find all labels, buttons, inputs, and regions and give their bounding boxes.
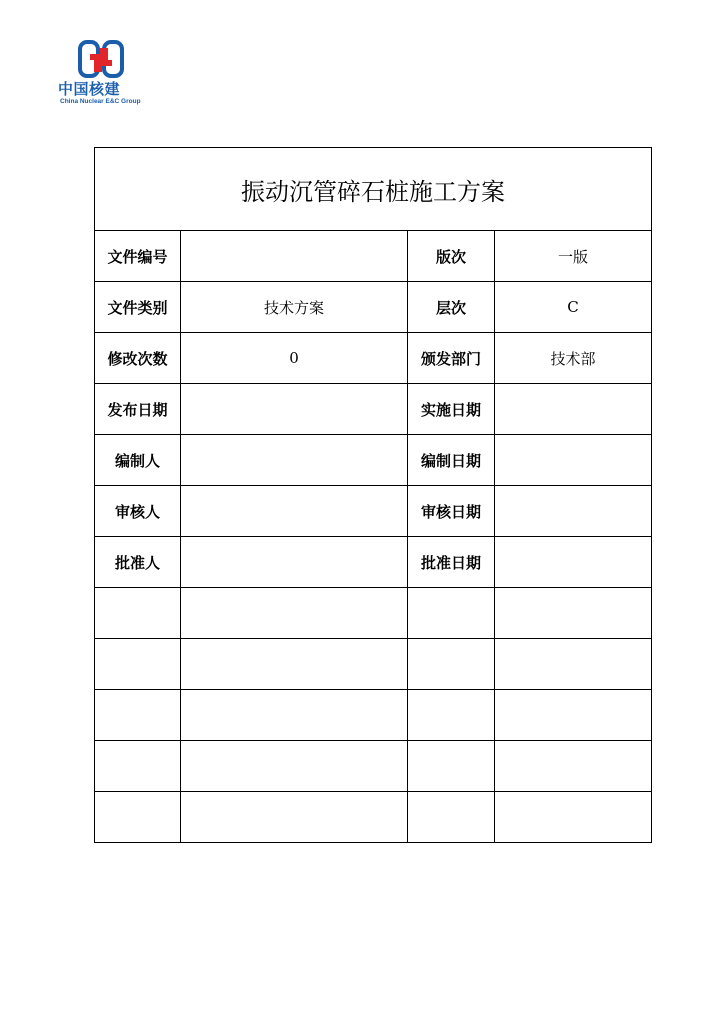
table-row (95, 435, 652, 486)
empty-cell (495, 639, 652, 690)
empty-cell (408, 690, 495, 741)
empty-row (95, 639, 652, 690)
label-revision-count: 修改次数 (95, 333, 181, 384)
value-author (181, 435, 408, 486)
title-row (95, 148, 652, 231)
empty-row (95, 588, 652, 639)
empty-cell (181, 690, 408, 741)
empty-cell (408, 588, 495, 639)
empty-cell (95, 741, 181, 792)
value-doc-number (181, 231, 408, 282)
label-release-date: 发布日期 (95, 384, 181, 435)
empty-row (95, 690, 652, 741)
document-cover-table (94, 147, 652, 843)
label-author-date: 编制日期 (408, 435, 495, 486)
empty-cell (95, 588, 181, 639)
value-level: C (495, 282, 652, 333)
table-row (95, 231, 652, 282)
table-row (95, 384, 652, 435)
empty-cell (495, 588, 652, 639)
logo-name-cn: 中国核建 (58, 80, 121, 98)
label-issuing-dept: 颁发部门 (408, 333, 495, 384)
label-doc-number: 文件编号 (95, 231, 181, 282)
document-title: 振动沉管碎石桩施工方案 (95, 148, 652, 231)
value-approver (181, 537, 408, 588)
empty-cell (95, 792, 181, 843)
value-approval-date (495, 537, 652, 588)
label-level: 层次 (408, 282, 495, 333)
label-approval-date: 批准日期 (408, 537, 495, 588)
value-doc-category: 技术方案 (181, 282, 408, 333)
company-logo (58, 40, 148, 112)
value-revision-count: 0 (181, 333, 408, 384)
empty-cell (408, 639, 495, 690)
label-effective-date: 实施日期 (408, 384, 495, 435)
label-approver: 批准人 (95, 537, 181, 588)
table-row (95, 486, 652, 537)
table-row (95, 537, 652, 588)
empty-cell (495, 741, 652, 792)
empty-cell (495, 792, 652, 843)
empty-cell (181, 741, 408, 792)
empty-cell (95, 690, 181, 741)
value-author-date (495, 435, 652, 486)
table-row (95, 333, 652, 384)
value-issuing-dept: 技术部 (495, 333, 652, 384)
empty-cell (95, 639, 181, 690)
empty-cell (181, 792, 408, 843)
value-reviewer (181, 486, 408, 537)
label-doc-category: 文件类别 (95, 282, 181, 333)
table-row (95, 282, 652, 333)
cnecc-logo-icon (78, 40, 124, 78)
value-effective-date (495, 384, 652, 435)
empty-cell (408, 792, 495, 843)
label-reviewer: 审核人 (95, 486, 181, 537)
label-author: 编制人 (95, 435, 181, 486)
value-review-date (495, 486, 652, 537)
value-version: 一版 (495, 231, 652, 282)
empty-row (95, 792, 652, 843)
empty-cell (181, 588, 408, 639)
value-release-date (181, 384, 408, 435)
label-review-date: 审核日期 (408, 486, 495, 537)
empty-row (95, 741, 652, 792)
empty-cell (181, 639, 408, 690)
empty-cell (408, 741, 495, 792)
logo-name-en: China Nuclear E&C Group (60, 98, 141, 105)
label-version: 版次 (408, 231, 495, 282)
empty-cell (495, 690, 652, 741)
